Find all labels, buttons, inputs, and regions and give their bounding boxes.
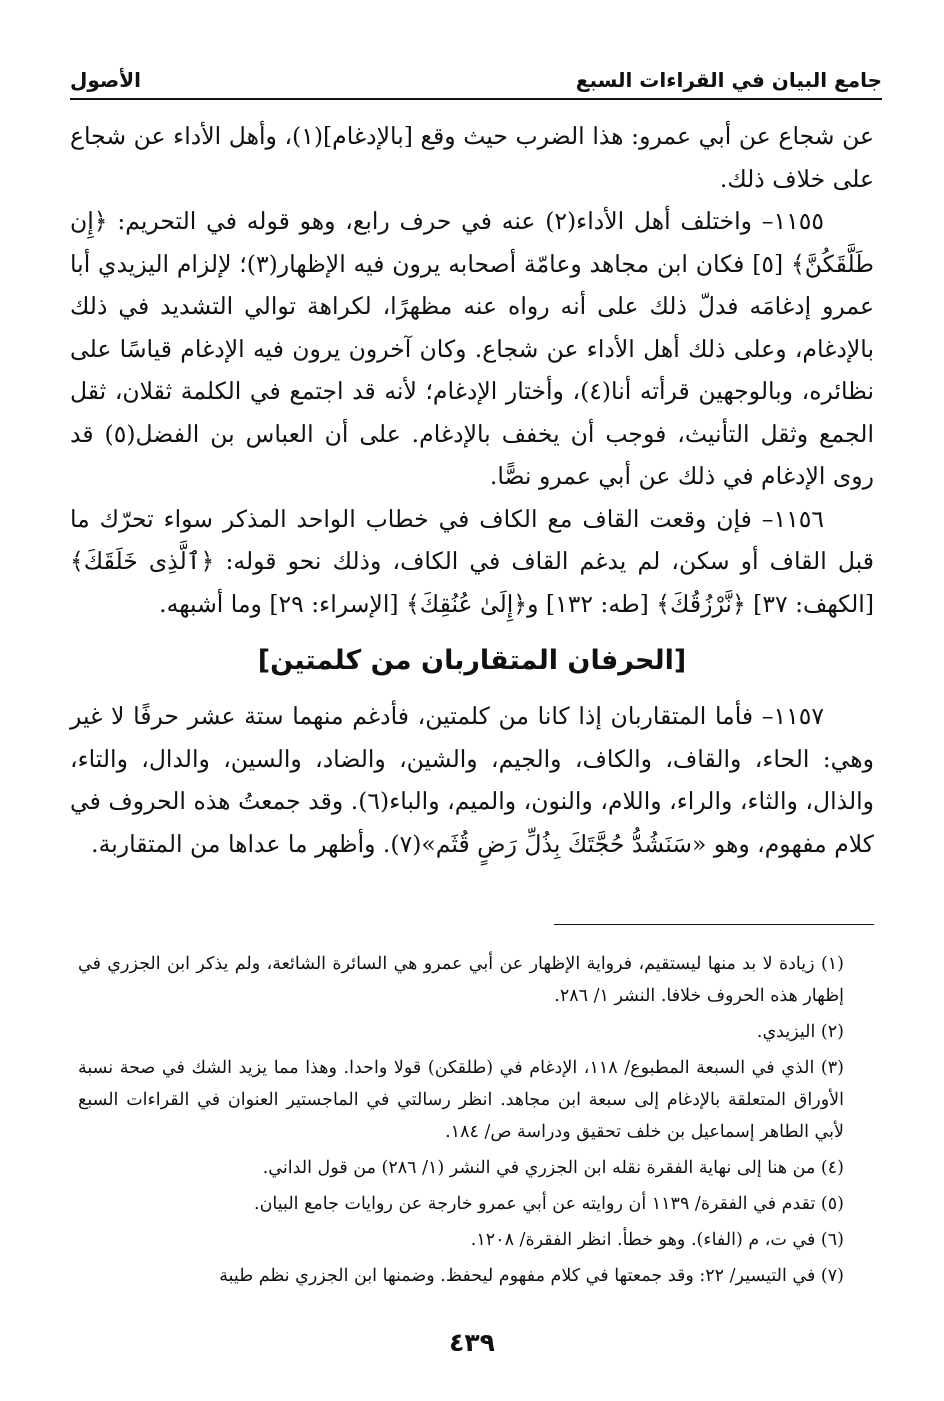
footnote-separator: [554, 924, 874, 925]
footnote-3: (٣) الذي في السبعة المطبوع/ ١١٨، الإدغام في (طلقكن) قولا واحدا. وهذا مما يزيد الشك في صحة نسبة الأوراق المتعلقة بالإدغام إلى سبعة ابن مجاهد. انظر رسالتي في الماجستير العنوان في القراءات السبع لأبي الطاهر إسماعيل بن خلف تحقيق ودراسة ص/ ١٨٤.: [78, 1058, 844, 1142]
paragraph-1157: ١١٥٧– فأما المتقاربان إذا كانا من كلمتين، فأدغم منهما ستة عشر حرفًا لا غير وهي: الحاء، والقاف، والكاف، والجيم، والشين، والضاد، والسين، والدال، والتاء، والذال، والثاء، والراء، واللام، والنون، والميم، والباء(٦). وقد جمعتُ هذه الحروف في كلام مفهوم، وهو «سَنَشُدُّ حُجَّتَكَ بِذُلِّ رَضٍ قُثَم»(٧). وأظهر ما عداها من المتقاربة.: [70, 702, 874, 858]
footnote-2: (٢) اليزيدي.: [756, 1022, 844, 1042]
main-text: [70, 115, 874, 865]
running-header: [70, 52, 882, 100]
paragraph-1155: ١١٥٥– واختلف أهل الأداء(٢) عنه في حرف رابع، وهو قوله في التحريم: ﴿إِن طَلَّقَكُنَّ﴾ [٥] فكان ابن مجاهد وعامّة أصحابه يرون فيه الإظهار(٣)؛ لإلزام اليزيدي أبا عمرو إدغامَه فدلّ ذلك على أنه رواه عنه مظهرًا، لكراهة توالي التشديد في ذلك بالإدغام، وعلى ذلك أهل الأداء عن شجاع. وكان آخرون يرون فيه الإدغام قياسًا على نظائره، وبالوجهين قرأته أنا(٤)، وأختار الإدغام؛ لأنه قد اجتمع في الكلمة ثقلان، ثقل الجمع وثقل التأنيث، فوجب أن يخفف بالإدغام. على أن العباس بن الفضل(٥) قد روى الإدغام في ذلك عن أبي عمرو نصًّا.: [70, 207, 874, 490]
book-title: جامع البيان في القراءات السبع: [575, 68, 882, 92]
footnotes: [78, 948, 844, 1296]
paragraph-continued: عن شجاع عن أبي عمرو: هذا الضرب حيث وقع [بالإدغام](١)، وأهل الأداء عن شجاع على خلاف ذلك.: [70, 122, 875, 193]
footnote-6: (٦) في ت، م (الفاء). وهو خطأ. انظر الفقرة/ ١٢٠٨.: [470, 1230, 844, 1250]
section-heading: [الحرفان المتقاربان من كلمتين]: [257, 645, 687, 676]
footnote-4: (٤) من هنا إلى نهاية الفقرة نقله ابن الجزري في النشر (١/ ٢٨٦) من قول الداني.: [262, 1158, 844, 1178]
page-number: ٤٣٩: [449, 1328, 495, 1357]
footnote-1: (١) زيادة لا بد منها ليستقيم، فرواية الإظهار عن أبي عمرو هي السائرة الشائعة، ولم يذكر ابن الجزري في إظهار هذه الحروف خلافا. النشر ١/ ٢٨٦.: [78, 954, 844, 1006]
footnote-5: (٥) تقدم في الفقرة/ ١١٣٩ أن روايته عن أبي عمرو خارجة عن روايات جامع البيان.: [254, 1194, 844, 1214]
paragraph-1156: ١١٥٦– فإن وقعت القاف مع الكاف في خطاب الواحد المذكر سواء تحرّك ما قبل القاف أو سكن، لم يدغم القاف في الكاف، وذلك نحو قوله: ﴿ٱلَّذِى خَلَقَكَ﴾ [الكهف: ٣٧] ﴿نَّرْزُقُكَ﴾ [طه: ١٣٢] و﴿إِلَىٰ عُنُقِكَ﴾ [الإسراء: ٢٩] وما أشبهه.: [70, 504, 874, 618]
section-name: الأصول: [70, 68, 141, 92]
footnote-7: (٧) في التيسير/ ٢٢: وقد جمعتها في كلام مفهوم ليحفظ. وضمنها ابن الجزري نظم طيبة: [219, 1266, 844, 1286]
